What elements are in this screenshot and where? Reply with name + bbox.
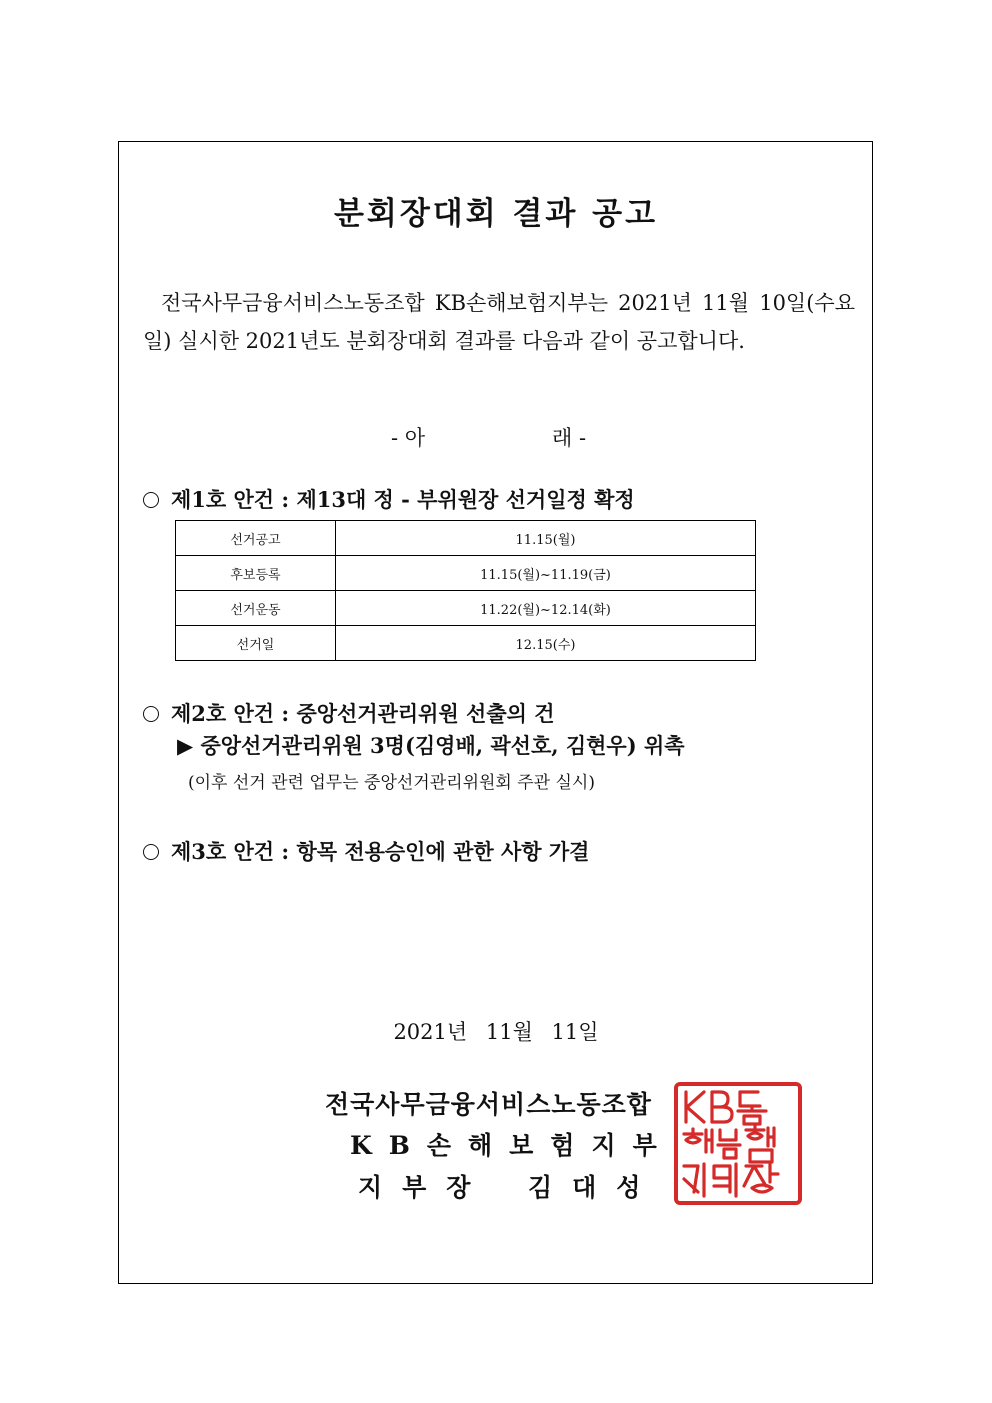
agenda-2-detail: ▶ 중앙선거관리위원 3명(김영배, 곽선호, 김현우) 위촉: [177, 733, 685, 758]
schedule-value: 11.22(월)~12.14(화): [336, 591, 756, 626]
agenda-2-note: (이후 선거 관련 업무는 중앙선거관리위원회 주관 실시): [188, 773, 595, 793]
page-title: 분회장대회 결과 공고: [333, 196, 659, 232]
table-row: [176, 591, 756, 626]
agenda-2-heading: [143, 698, 555, 728]
table-row: [176, 626, 756, 661]
circle-bullet-icon: [143, 844, 159, 860]
signature-branch: KB손해보험지부: [350, 1131, 674, 1160]
circle-bullet-icon: [143, 492, 159, 508]
agenda-2-heading-text: 제2호 안건 : 중앙선거관리위원 선출의 건: [171, 701, 555, 726]
schedule-label: 후보등록: [176, 556, 336, 591]
agenda-3-heading-text: 제3호 안건 : 항목 전용승인에 관한 사항 가결: [171, 839, 590, 864]
schedule-label: 선거운동: [176, 591, 336, 626]
agenda-1-heading: [143, 484, 635, 514]
signature-name: 김대성: [528, 1173, 661, 1202]
agenda-1-heading-text: 제1호 안건 : 제13대 정 - 부위원장 선거일정 확정: [171, 487, 635, 512]
schedule-label: 선거공고: [176, 521, 336, 556]
table-row: [176, 556, 756, 591]
announcement-date: 2021년 11월 11일: [393, 1020, 599, 1044]
below-mark-right: 래 -: [552, 426, 587, 450]
below-mark-left: - 아: [391, 426, 426, 450]
circle-bullet-icon: [143, 706, 159, 722]
schedule-value: 11.15(월): [336, 521, 756, 556]
table-row: [176, 521, 756, 556]
election-schedule-table: [175, 520, 756, 661]
schedule-label: 선거일: [176, 626, 336, 661]
intro-text: 전국사무금융서비스노동조합 KB손해보험지부는 2021년 11월 10일(수요일) 실시한 2021년도 분회장대회 결과를 다음과 같이 공고합니다.: [143, 291, 855, 353]
schedule-value: 11.15(월)~11.19(금): [336, 556, 756, 591]
signature-org: 전국사무금융서비스노동조합: [325, 1090, 652, 1119]
agenda-3-heading: [143, 836, 589, 866]
intro-paragraph: [143, 284, 855, 360]
signature-title: 지부장: [358, 1173, 491, 1202]
schedule-value: 12.15(수): [336, 626, 756, 661]
union-seal-stamp: [674, 1082, 802, 1205]
